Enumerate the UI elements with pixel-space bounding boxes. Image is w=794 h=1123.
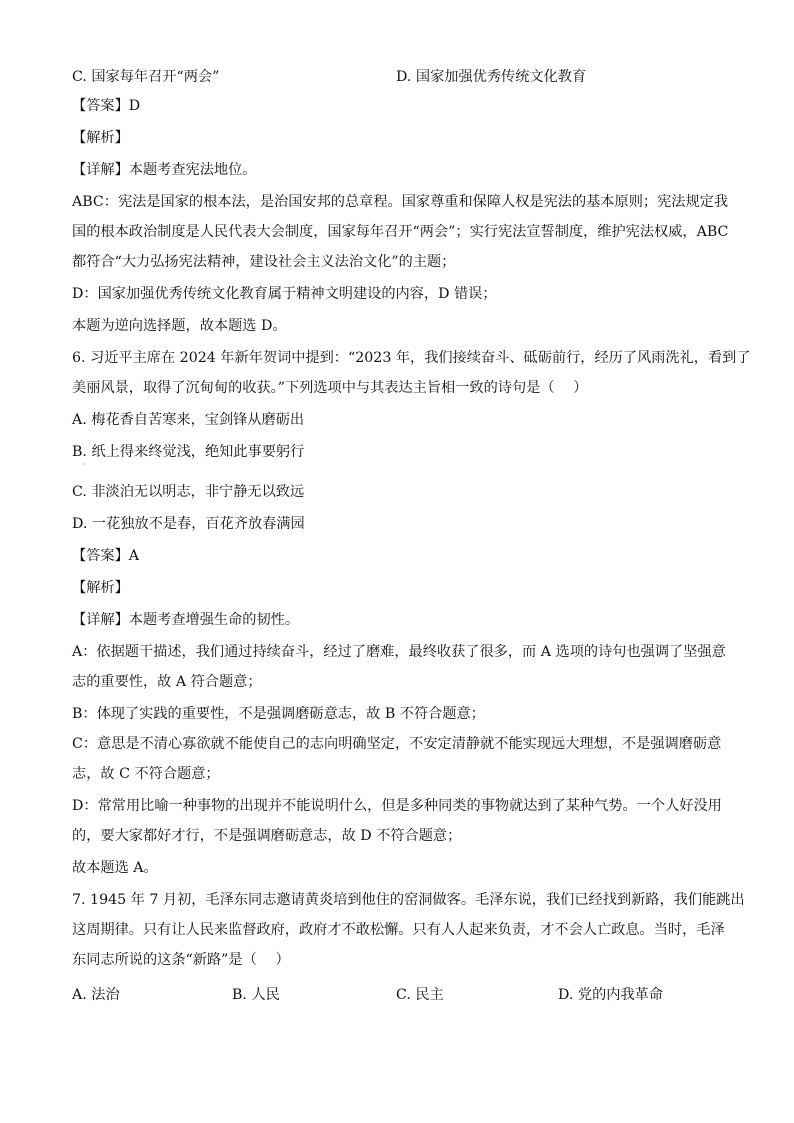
q7-option-b: B. 人民 (232, 987, 280, 1003)
q6-answer: 【答案】A (72, 548, 139, 564)
q6-option-b: B. 纸上得来终觉浅，绝知此事要躬行 (72, 444, 305, 460)
q6-a-expl-line-1: A：依据题干描述，我们通过持续奋斗，经过了磨难，最终收获了很多，而 A 选项的诗句也强调了坚强意 (72, 644, 726, 660)
q6-stem-line-2: 美丽风景，取得了沉甸甸的收获。”下列选项中与其表达主旨相一致的诗句是（ ） (72, 380, 588, 396)
q5-answer: 【答案】D (72, 98, 141, 114)
q5-analysis-label: 【解析】 (72, 130, 129, 146)
q5-option-c: C. 国家每年召开“两会” (72, 69, 220, 85)
q6-b-expl: B：体现了实践的重要性，不是强调磨砺意志，故 B 不符合题意； (72, 706, 485, 722)
q7-option-c: C. 民主 (396, 987, 444, 1003)
q6-d-expl-line-1: D：常常用比喻一种事物的出现并不能说明什么，但是多种同类的事物就达到了某种气势。一个人好没用 (72, 798, 722, 814)
q6-detail: 【详解】本题考查增强生命的韧性。 (72, 612, 300, 628)
q6-option-c: C. 非淡泊无以明志，非宁静无以致远 (72, 484, 305, 500)
stray-dot: · (82, 460, 85, 469)
q5-detail: 【详解】本题考查宪法地位。 (72, 162, 257, 178)
q7-option-a: A. 法治 (72, 987, 120, 1003)
q6-option-a: A. 梅花香自苦寒来，宝剑锋从磨砺出 (72, 412, 305, 428)
q6-conclusion: 故本题选 A。 (72, 860, 158, 876)
q7-stem-line-2: 这周期律。只有让人民来监督政府，政府才不敢松懈。只有人人起来负责，才不会人亡政息。当时，毛泽 (72, 922, 725, 938)
q7-stem-line-1: 7. 1945 年 7 月初，毛泽东同志邀请黄炎培到他住的窑洞做客。毛泽东说，我们已经找到新路，我们能跳出 (72, 892, 745, 908)
q5-abc-line-2: 国的根本政治制度是人民代表大会制度，国家每年召开“两会”；实行宪法宣誓制度，维护宪法权威，ABC (72, 224, 729, 240)
q5-d-explanation: D：国家加强优秀传统文化教育属于精神文明建设的内容，D 错误； (72, 286, 497, 302)
q6-option-d: D. 一花独放不是春，百花齐放春满园 (72, 516, 305, 532)
q6-d-expl-line-2: 的，要大家都好才行，不是强调磨砺意志，故 D 不符合题意； (72, 828, 462, 844)
q6-c-expl-line-1: C：意思是不清心寡欲就不能使自己的志向明确坚定，不安定清静就不能实现远大理想，不是强调磨砺意 (72, 736, 722, 752)
q5-abc-line-3: 都符合“大力弘扬宪法精神，建设社会主义法治文化”的主题； (72, 254, 456, 270)
q6-analysis-label: 【解析】 (72, 580, 129, 596)
q7-stem-line-3: 东同志所说的这条“新路”是（ ） (72, 952, 290, 968)
q5-option-d: D. 国家加强优秀传统文化教育 (396, 69, 587, 85)
q7-option-d: D. 党的内我革命 (558, 987, 664, 1003)
q6-c-expl-line-2: 志，故 C 不符合题意； (72, 766, 220, 782)
q6-a-expl-line-2: 志的重要性，故 A 符合题意； (72, 674, 262, 690)
q5-conclusion: 本题为逆向选择题，故本题选 D。 (72, 318, 287, 334)
q6-stem-line-1: 6. 习近平主席在 2024 年新年贺词中提到：“2023 年，我们接续奋斗、砥砺前行，经历了风雨洗礼，看到了 (72, 350, 751, 366)
q5-abc-line-1: ABC：宪法是国家的根本法，是治国安邦的总章程。国家尊重和保障人权是宪法的基本原则；宪法规定我 (72, 194, 729, 210)
